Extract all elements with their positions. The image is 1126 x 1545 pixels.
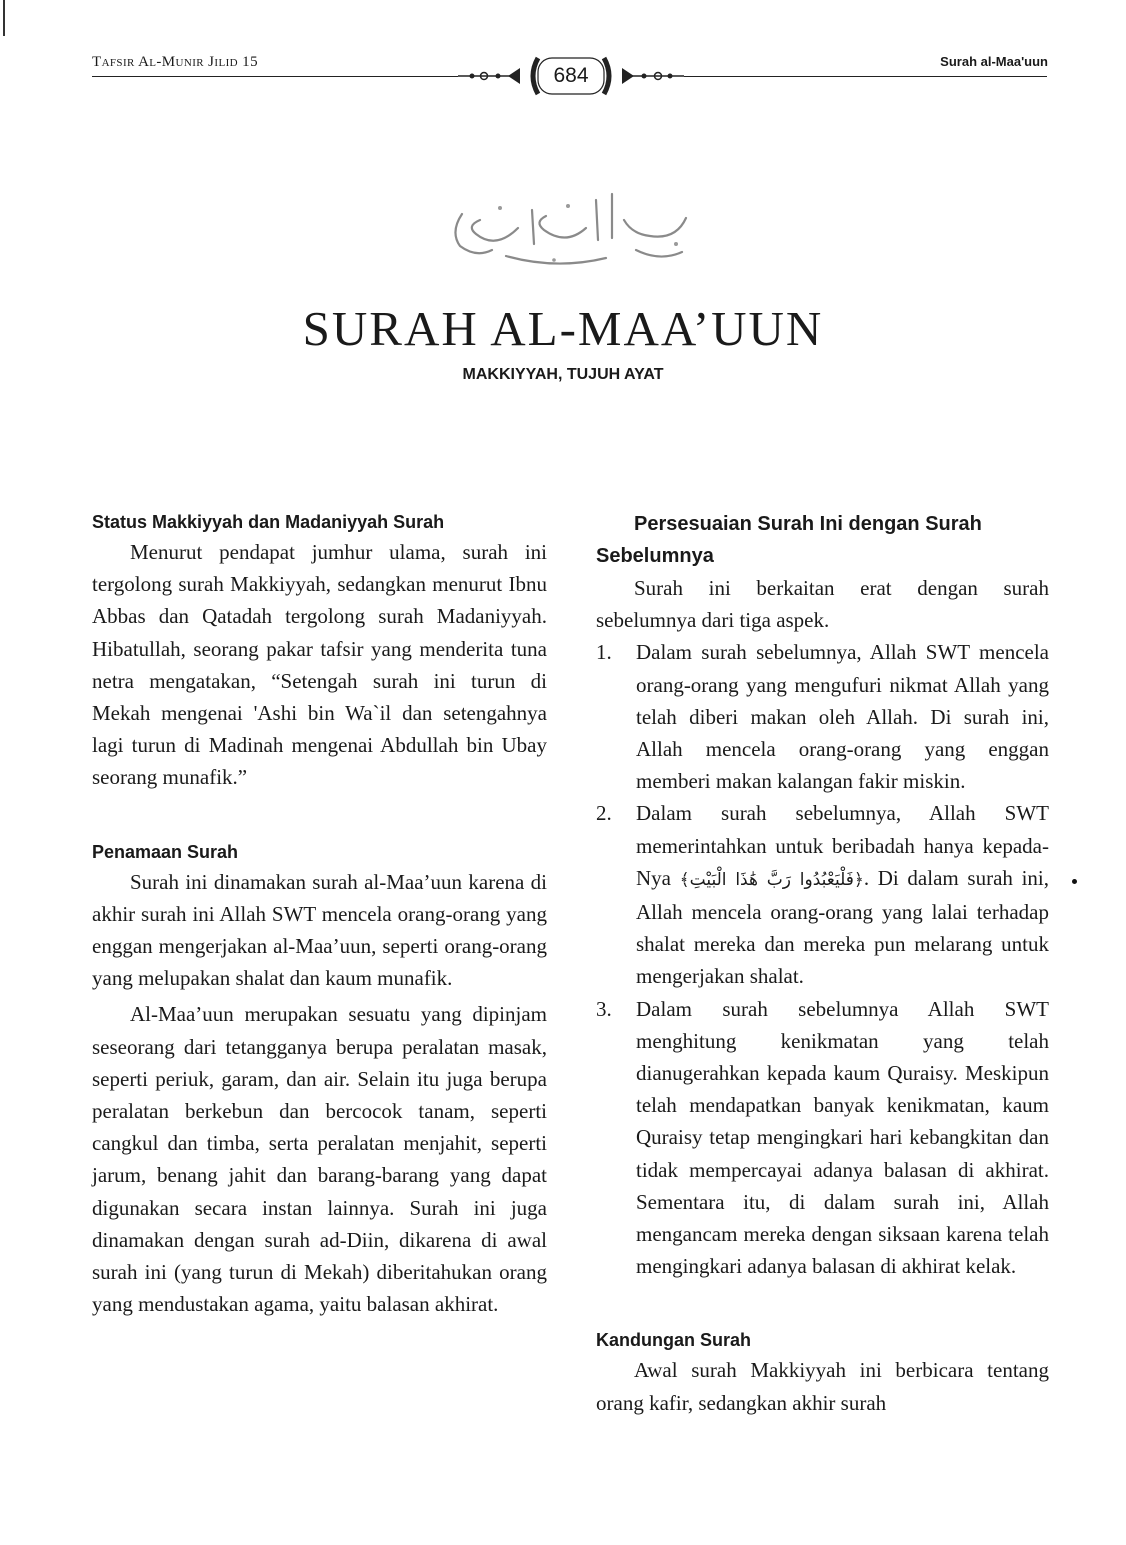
section-heading-naming: Penamaan Surah [92, 841, 239, 862]
running-header-book-title: Tafsir Al-Munir Jilid 15 [92, 54, 258, 70]
list-item-number: 1. [596, 640, 612, 665]
paragraph-correlation-intro: Surah ini berkaitan erat dengan surah sebelumnya dari tiga aspek. [596, 576, 1049, 633]
paragraph-status: Menurut pendapat jumhur ulama, surah ini tergolong surah Makkiyyah, sedangkan menurut Ibnu Abbas dan Qatadah tergolong surah Madaniyyah. Hibatullah, seorang pakar tafsir yang menderita tuna netra mengatakan, “Setengah surah ini turun di Mekah mengenai 'Ashi bin Wa`il dan setengahnya lagi turun di Madinah mengenai Abdullah bin Ubay seorang munafik.” [92, 540, 547, 790]
list-item-text-continued: . Di dalam surah ini, Allah mencela orang-orang yang lalai terhadap shalat mereka dan mereka pun melarang untuk mengerjakan shalat. [636, 865, 1049, 989]
list-item-number: 2. [596, 801, 612, 826]
list-item-number: 3. [596, 996, 612, 1021]
list-item-text: Dalam surah sebelumnya, Allah SWT mencela orang-orang yang mengufuri nikmat Allah yang telah diberi makan oleh Allah. Di surah ini, Allah mencela orang-orang yang enggan memberi makan kalangan fakir miskin. [636, 640, 1049, 794]
page-edge-mark [3, 0, 5, 36]
list-item [596, 636, 1049, 797]
running-header-surah-name: Surah al-Maa'uun [940, 54, 1048, 69]
list-item-text: Dalam surah sebelumnya, Allah SWT memerintahkan untuk beribadah hanya kepada-Nya [636, 801, 1049, 890]
section-heading-status: Status Makkiyyah dan Madaniyyah Surah [92, 512, 445, 532]
section-heading-content: Kandungan Surah [596, 1330, 752, 1351]
section-heading-correlation-line2: Sebelumnya [596, 545, 714, 567]
arabic-verse-quote: ﴿فَلْيَعْبُدُوا رَبَّ هَٰذَا الْبَيْتِ﴾ [679, 869, 864, 890]
left-column [92, 508, 547, 1320]
list-item [596, 797, 1049, 992]
surah-title: SURAH AL-MAA’UUN [302, 301, 824, 356]
page-number: 684 [553, 64, 589, 87]
paragraph-naming-2: Al-Maa’uun merupakan sesuatu yang dipinjam seseorang dari tetangganya berupa peralatan masak, seperti periuk, garam, dan air. Selain itu juga berupa peralatan berkebun dan bercocok tanam, seperti cangkul dan timba, serta peralatan menjahit, seperti jarum, benang jahit dan barang-barang yang dapat digunakan secara instan lainnya. Surah ini juga dinamakan dengan surah ad-Diin, dikarena di awal surah ini (yang turun di Mekah) diberitahukan orang yang mendustakan agama, yaitu balasan akhirat. [92, 1002, 547, 1317]
section-heading-correlation [596, 508, 1049, 572]
stray-dot [1072, 879, 1077, 884]
section-heading-correlation-line1: Persesuaian Surah Ini dengan Surah [634, 513, 982, 535]
paragraph-content: Awal surah Makkiyyah ini berbicara tentang orang kafir, sedangkan akhir surah [596, 1358, 1049, 1415]
correlation-list [596, 636, 1049, 1282]
list-item-text: Dalam surah sebelumnya Allah SWT menghitung kenikmatan yang telah dianugerahkan kepada kaum Quraisy. Meskipun telah mendapatkan banyak kenikmatan, kaum Quraisy tetap mengingkari hari kebangkitan dan tidak mempercayai adanya balasan di akhirat. Sementara itu, di dalam surah ini, Allah mengancam mereka dengan siksaan karena telah mengingkari adanya balasan di akhirat kelak. [636, 996, 1049, 1279]
right-column [596, 508, 1049, 1419]
basmalah-calligraphy-icon [436, 180, 696, 280]
surah-subtitle: MAKKIYYAH, TUJUH AYAT [462, 366, 664, 383]
paragraph-naming-1: Surah ini dinamakan surah al-Maa’uun karena di akhir surah ini Allah SWT mencela orang-orang yang enggan mengerjakan al-Maa’uun, seperti orang-orang yang melupakan shalat dan kaum munafik. [92, 869, 547, 991]
list-item [596, 993, 1049, 1283]
